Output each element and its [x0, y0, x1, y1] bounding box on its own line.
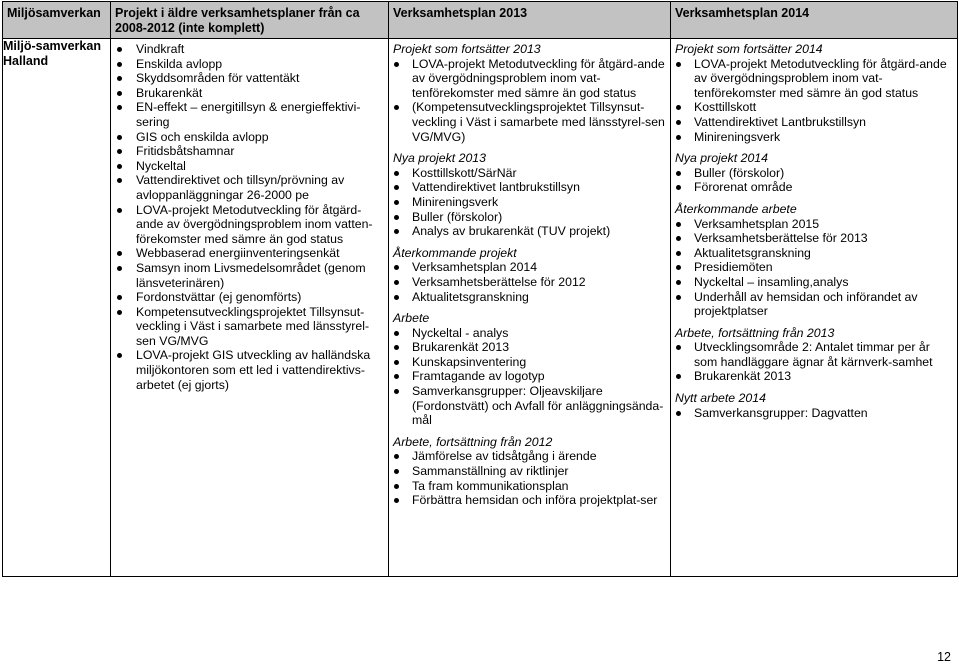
list-item: Fordonstvättar (ej genomförts) [115, 290, 384, 305]
list-item: Skyddsområden för vattentäkt [115, 71, 384, 86]
list-item: Kosttillskott [675, 100, 953, 115]
section-title: Arbete, fortsättning från 2012 [393, 434, 553, 449]
plan-2013-sections [389, 39, 670, 508]
section-list [675, 57, 953, 145]
plan-2013-cell [389, 39, 671, 577]
section [393, 311, 666, 428]
list-item: Jämförelse av tidsåtgång i ärende [393, 449, 666, 464]
list-item: Analys av brukarenkät (TUV projekt) [393, 224, 666, 239]
section-title: Nytt arbete 2014 [675, 391, 766, 406]
section-list [393, 449, 666, 507]
list-item: Aktualitetsgranskning [393, 290, 666, 305]
list-item: Brukarenkät 2013 [393, 340, 666, 355]
list-item: Kunskapsinventering [393, 355, 666, 370]
list-item: Brukarenkät [115, 86, 384, 101]
section-title: Återkommande projekt [393, 245, 517, 260]
plan-2014-cell [671, 39, 958, 577]
section-title: Nya projekt 2013 [393, 151, 486, 166]
list-item: Verksamhetsberättelse för 2012 [393, 275, 666, 290]
list-item: Minireningsverk [393, 195, 666, 210]
list-item: Utvecklingsområde 2: Antalet timmar per år som handläggare ägnar åt kärnverk-samhet [675, 340, 953, 369]
list-item: GIS och enskilda avlopp [115, 130, 384, 145]
section [393, 151, 666, 239]
list-item: Nyckeltal – insamling,analys [675, 275, 953, 290]
list-item: Förbättra hemsidan och införa projektplat-ser [393, 493, 666, 508]
section [675, 202, 953, 319]
section-title: Projekt som fortsätter 2014 [675, 42, 823, 56]
plan-table [2, 1, 958, 577]
list-item: LOVA-projekt Metodutveckling för åtgärd-ande av övergödningsproblem inom vatten-förekomster med sämre än god status [115, 203, 384, 247]
section [393, 435, 666, 508]
section-list [393, 57, 666, 145]
section-list [393, 326, 666, 428]
list-item: Nyckeltal - analys [393, 326, 666, 341]
section-title: Arbete, fortsättning från 2013 [675, 325, 835, 340]
section [675, 42, 953, 144]
section [393, 246, 666, 304]
section-title: Projekt som fortsätter 2013 [393, 42, 541, 56]
older-projects-cell [111, 39, 389, 577]
section-title: Arbete [393, 311, 430, 326]
list-item: Enskilda avlopp [115, 57, 384, 72]
section [675, 391, 953, 420]
body-row [3, 39, 958, 577]
list-item: Framtagande av logotyp [393, 369, 666, 384]
list-item: Vattendirektivet och tillsyn/prövning av avloppanläggningar 26-2000 pe [115, 173, 384, 202]
list-item: Webbaserad energiinventeringsenkät [115, 246, 384, 261]
list-item: Sammanställning av riktlinjer [393, 464, 666, 479]
list-item: Samverkansgrupper: Dagvatten [675, 406, 953, 421]
list-item: LOVA-projekt GIS utveckling av halländska miljökontoren som ett led i vattendirektivs-arbetet (ej gjorts) [115, 348, 384, 392]
header-miljosamverkan: Miljösamverkan [3, 2, 111, 39]
list-item: Ta fram kommunikationsplan [393, 479, 666, 494]
section-list [675, 166, 953, 195]
list-item: Samsyn inom Livsmedelsområdet (genom länsveterinären) [115, 261, 384, 290]
section [675, 151, 953, 195]
list-item: Verksamhetsplan 2015 [675, 217, 953, 232]
section-list [393, 166, 666, 239]
page-number: 12 [937, 650, 951, 664]
list-item: Verksamhetsberättelse för 2013 [675, 231, 953, 246]
list-item: Vindkraft [115, 42, 384, 57]
section [393, 42, 666, 144]
section-list [675, 217, 953, 319]
section-title: Återkommande arbete [675, 201, 797, 216]
section-title: Nya projekt 2014 [675, 151, 768, 166]
section [675, 326, 953, 384]
header-plan-2014: Verksamhetsplan 2014 [671, 2, 958, 39]
section-list [393, 260, 666, 304]
header-older-projects: Projekt i äldre verksamhetsplaner från ca 2008-2012 (inte komplett) [111, 2, 389, 39]
list-item: Buller (förskolor) [675, 166, 953, 181]
list-item: Aktualitetsgranskning [675, 246, 953, 261]
plan-2014-sections [671, 39, 957, 420]
list-item: Kosttillskott/SärNär [393, 166, 666, 181]
list-item: Vattendirektivet lantbrukstillsyn [393, 180, 666, 195]
section-list [675, 406, 953, 421]
list-item: LOVA-projekt Metodutveckling för åtgärd-ande av övergödningsproblem inom vat-tenförekomster med sämre än god status [675, 57, 953, 101]
list-item: Underhåll av hemsidan och införandet av projektplatser [675, 290, 953, 319]
row-label: Miljö-samverkan Halland [3, 39, 111, 577]
section-list [675, 340, 953, 384]
list-item: Fritidsbåtshamnar [115, 144, 384, 159]
list-item: Förorenat område [675, 180, 953, 195]
list-item: Verksamhetsplan 2014 [393, 260, 666, 275]
older-projects-list [115, 42, 384, 392]
list-item: Vattendirektivet Lantbrukstillsyn [675, 115, 953, 130]
list-item: Kompetensutvecklingsprojektet Tillsynsut-veckling i Väst i samarbete med länsstyrel-sen VG/MVG [115, 305, 384, 349]
list-item: Nyckeltal [115, 159, 384, 174]
list-item: LOVA-projekt Metodutveckling för åtgärd-ande av övergödningsproblem inom vat-tenförekomster med sämre än god status [393, 57, 666, 101]
list-item: Brukarenkät 2013 [675, 369, 953, 384]
header-row [3, 2, 958, 39]
list-item: Minireningsverk [675, 130, 953, 145]
list-item: Samverkansgrupper: Oljeavskiljare (Fordonstvätt) och Avfall för anläggningsända-mål [393, 384, 666, 428]
list-item: EN-effekt – energitillsyn & energieffektivi-sering [115, 100, 384, 129]
header-plan-2013: Verksamhetsplan 2013 [389, 2, 671, 39]
list-item: (Kompetensutvecklingsprojektet Tillsynsut-veckling i Väst i samarbete med länsstyrel-sen VG/MVG) [393, 100, 666, 144]
list-item: Buller (förskolor) [393, 210, 666, 225]
list-item: Presidiemöten [675, 260, 953, 275]
